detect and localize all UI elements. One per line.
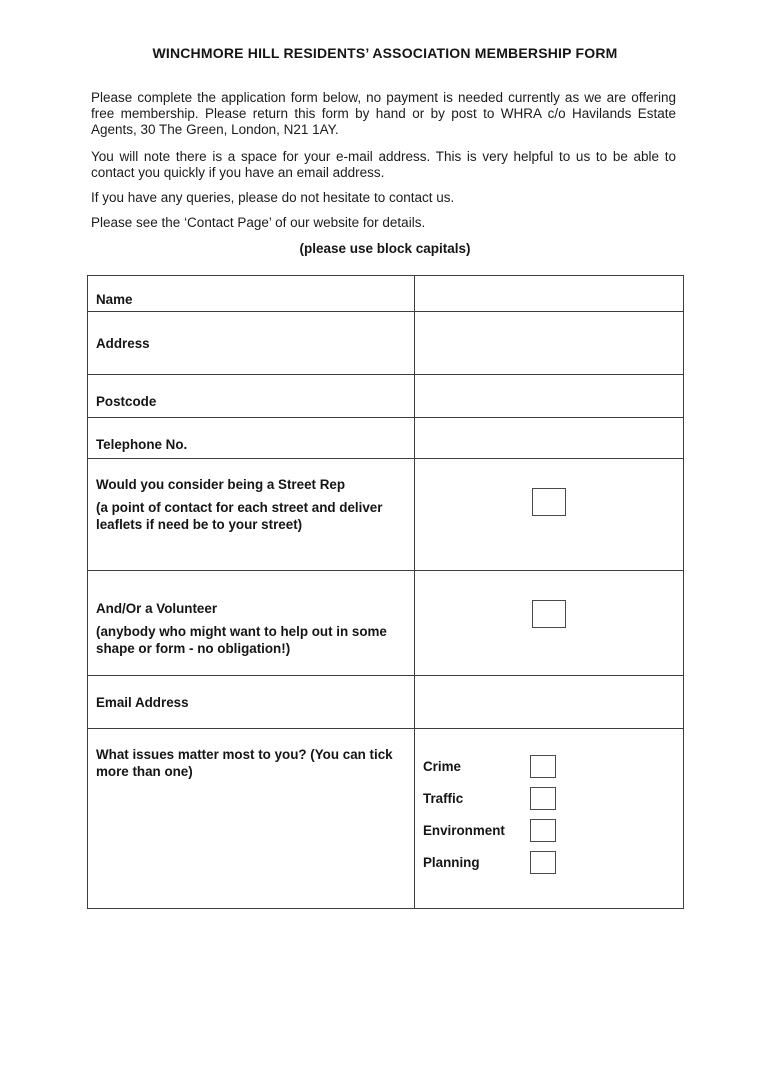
intro-paragraph: Please see the ‘Contact Page’ of our website for details. xyxy=(91,215,426,230)
volunteer-label-cell xyxy=(88,571,415,676)
address-label: Address xyxy=(96,335,150,351)
telephone-label: Telephone No. xyxy=(96,437,188,452)
table-row-volunteer xyxy=(88,571,684,676)
planning-checkbox[interactable] xyxy=(530,851,556,874)
address-label-cell xyxy=(88,312,415,375)
telephone-label-cell xyxy=(88,418,415,459)
table-row-street-rep xyxy=(88,459,684,571)
issue-option-traffic xyxy=(423,787,675,810)
table-row-issues xyxy=(88,729,684,909)
name-input-cell[interactable] xyxy=(415,276,684,312)
address-input-cell[interactable] xyxy=(415,312,684,375)
name-label: Name xyxy=(96,292,133,307)
block-capitals-note: (please use block capitals) xyxy=(299,241,471,256)
planning-label: Planning xyxy=(423,855,480,870)
street-rep-label-cell xyxy=(88,459,415,571)
volunteer-label: And/Or a Volunteer xyxy=(96,601,218,616)
form-container xyxy=(87,275,770,909)
volunteer-checkbox-cell xyxy=(415,571,684,676)
membership-form-table xyxy=(87,275,684,909)
issues-label-cell xyxy=(88,729,415,909)
issue-option-planning xyxy=(423,851,675,874)
email-label: Email Address xyxy=(96,694,189,710)
issue-option-environment xyxy=(423,819,675,842)
street-rep-checkbox-cell xyxy=(415,459,684,571)
table-row-email xyxy=(88,676,684,729)
table-row-address xyxy=(88,312,684,375)
issues-options-cell xyxy=(415,729,684,909)
crime-label: Crime xyxy=(423,759,461,774)
intro-paragraph: You will note there is a space for your e-mail address. This is very helpful to us to be able to contact you quickly if you have an email address. xyxy=(91,149,676,180)
crime-checkbox[interactable] xyxy=(530,755,556,778)
environment-checkbox[interactable] xyxy=(530,819,556,842)
page-title: WINCHMORE HILL RESIDENTS’ ASSOCIATION MEMBERSHIP FORM xyxy=(152,45,618,61)
intro-paragraph: If you have any queries, please do not hesitate to contact us. xyxy=(91,190,455,205)
street-rep-checkbox[interactable] xyxy=(532,488,566,516)
volunteer-checkbox[interactable] xyxy=(532,600,566,628)
intro-paragraph: Please complete the application form below, no payment is needed currently as we are offering free membership. Please return this form by hand or by post to WHRA c/o Havilands Estate Agents, 30 The Green, London, N21 1AY. xyxy=(91,90,676,137)
table-row-name xyxy=(88,276,684,312)
name-label-cell xyxy=(88,276,415,312)
issues-label: What issues matter most to you? (You can tick more than one) xyxy=(96,747,393,779)
postcode-label: Postcode xyxy=(96,394,157,409)
telephone-input-cell[interactable] xyxy=(415,418,684,459)
traffic-checkbox[interactable] xyxy=(530,787,556,810)
traffic-label: Traffic xyxy=(423,791,464,806)
membership-form-page xyxy=(0,45,770,1069)
postcode-label-cell xyxy=(88,375,415,418)
volunteer-description: (anybody who might want to help out in some shape or form - no obligation!) xyxy=(96,624,387,656)
street-rep-label: Would you consider being a Street Rep xyxy=(96,477,346,492)
table-row-postcode xyxy=(88,375,684,418)
environment-label: Environment xyxy=(423,823,505,838)
issue-option-crime xyxy=(423,755,675,778)
table-row-telephone xyxy=(88,418,684,459)
postcode-input-cell[interactable] xyxy=(415,375,684,418)
email-input-cell[interactable] xyxy=(415,676,684,729)
intro-text xyxy=(91,90,676,231)
street-rep-description: (a point of contact for each street and deliver leaflets if need be to your street) xyxy=(96,500,383,532)
email-label-cell xyxy=(88,676,415,729)
